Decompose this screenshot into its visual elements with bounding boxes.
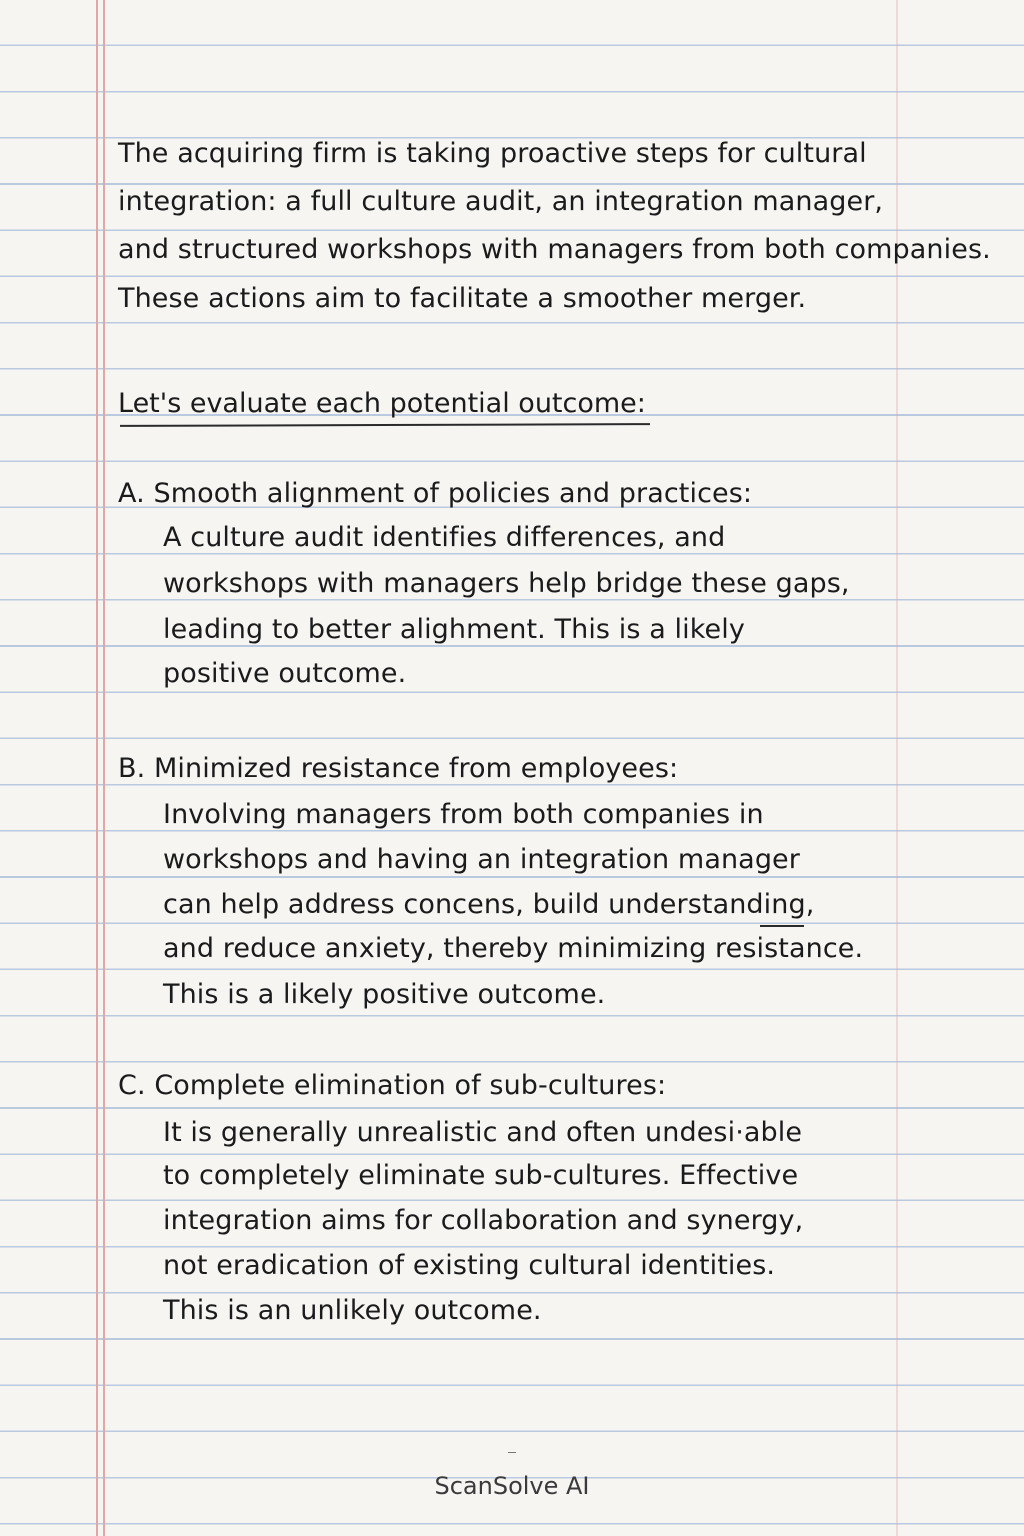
item-b-title: B. Minimized resistance from employees: (118, 753, 679, 784)
pen-mark (760, 925, 804, 927)
margin-line (96, 0, 98, 1536)
intro-line-4: These actions aim to facilitate a smoother merger. (118, 283, 807, 314)
section-heading: Let's evaluate each potential outcome: (118, 388, 646, 419)
item-b-line-3: can help address concens, build understanding, (163, 889, 815, 920)
item-c-line-3: integration aims for collaboration and synergy, (163, 1205, 804, 1236)
margin-line-right (896, 0, 898, 1536)
intro-line-2: integration: a full culture audit, an integration manager, (118, 186, 884, 217)
item-a-line-4: positive outcome. (163, 658, 407, 689)
item-c-line-4: not eradication of existing cultural identities. (163, 1250, 776, 1281)
item-b-line-5: This is a likely positive outcome. (163, 979, 606, 1010)
item-b-line-2: workshops and having an integration manager (163, 844, 800, 875)
intro-line-3: and structured workshops with managers from both companies. (118, 234, 991, 265)
item-b-line-4: and reduce anxiety, thereby minimizing resistance. (163, 933, 864, 964)
item-a-title: A. Smooth alignment of policies and practices: (118, 478, 753, 509)
footer-brand: ScanSolve AI (434, 1472, 590, 1500)
item-c-line-1: It is generally unrealistic and often undesi·able (163, 1117, 803, 1148)
footer-mark (508, 1452, 516, 1453)
item-a-line-3: leading to better alighment. This is a likely (163, 614, 745, 645)
intro-line-1: The acquiring firm is taking proactive steps for cultural (118, 138, 867, 169)
item-c-line-5: This is an unlikely outcome. (163, 1295, 542, 1326)
item-a-line-2: workshops with managers help bridge these gaps, (163, 568, 850, 599)
heading-underline (120, 423, 650, 427)
item-a-line-1: A culture audit identifies differences, and (163, 522, 726, 553)
item-c-title: C. Complete elimination of sub-cultures: (118, 1070, 667, 1101)
margin-line-inner (103, 0, 105, 1536)
item-b-line-1: Involving managers from both companies in (163, 799, 764, 830)
item-c-line-2: to completely eliminate sub-cultures. Effective (163, 1160, 799, 1191)
